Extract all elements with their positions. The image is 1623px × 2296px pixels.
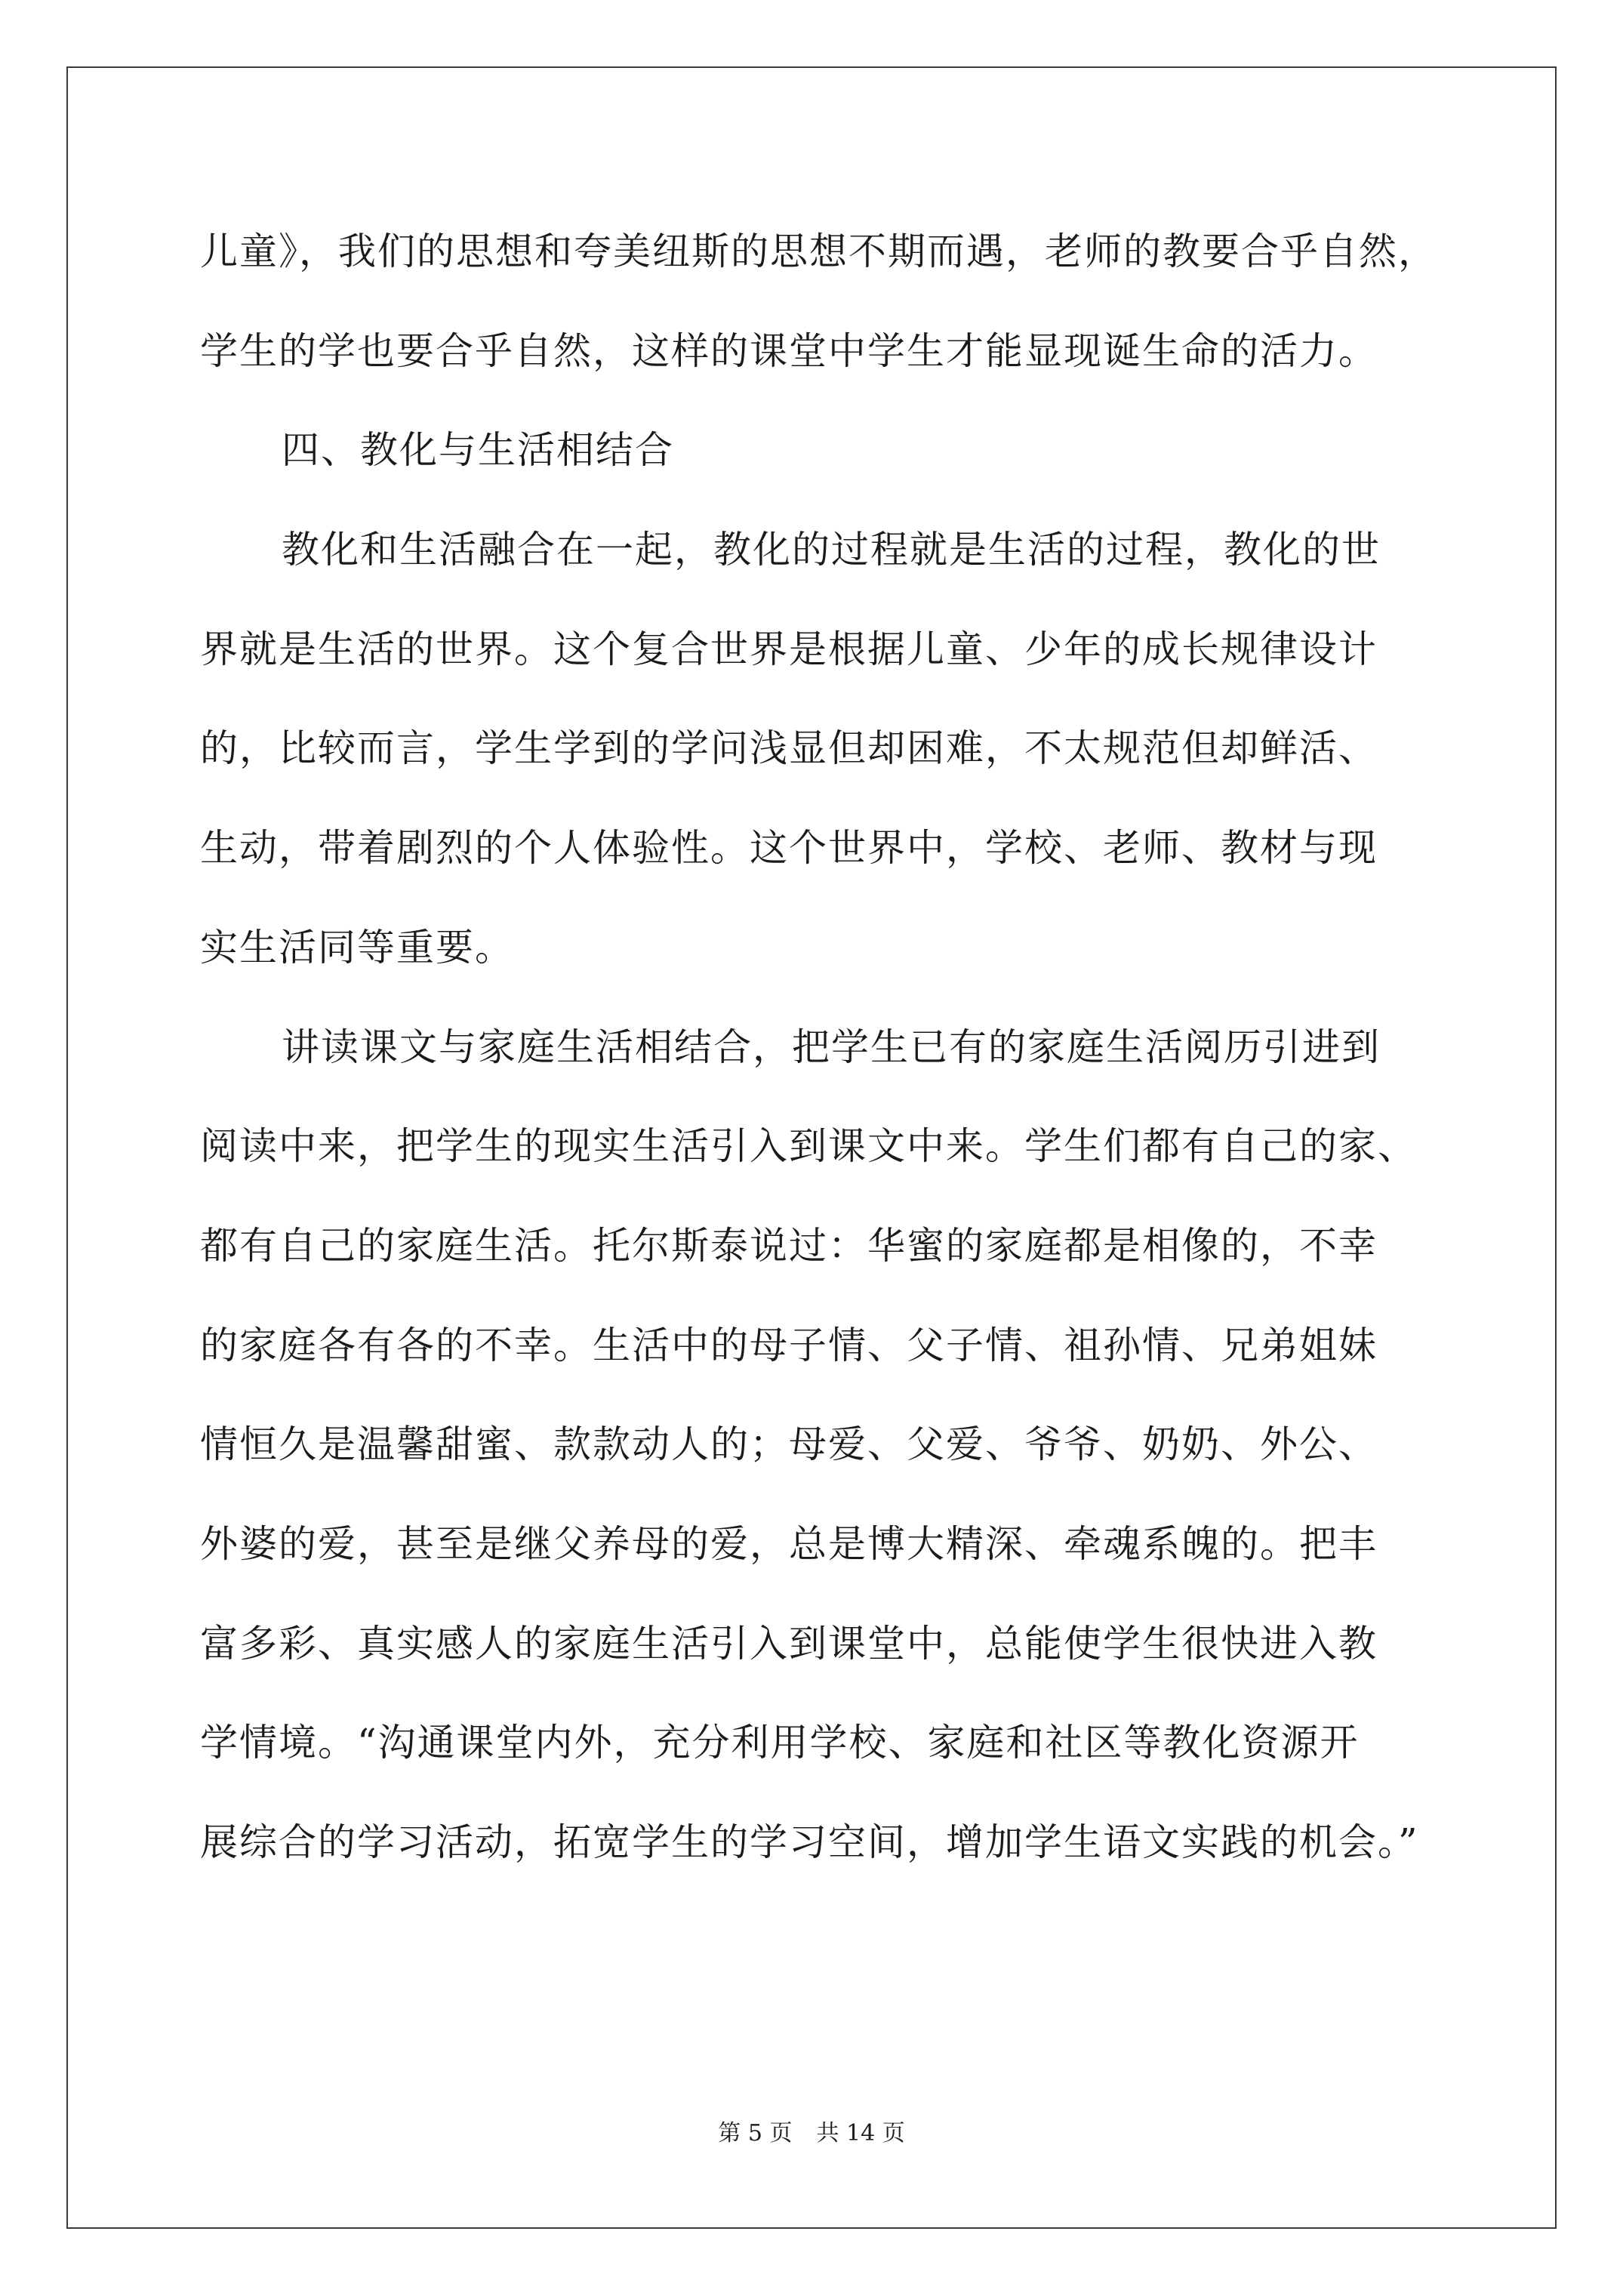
text-line: 都有自己的家庭生活。托尔斯泰说过：华蜜的家庭都是相像的，不幸 <box>200 1223 1378 1268</box>
document-body <box>200 202 1438 1893</box>
page-number: 第 5 页 <box>718 2120 793 2147</box>
text-line: 展综合的学习活动，拓宽学生的学习空间，增加学生语文实践的机会。” <box>200 1820 1419 1864</box>
text-line: 教化和生活融合在一起，教化的过程就是生活的过程，教化的世 <box>282 528 1381 572</box>
text-line: 阅读中来，把学生的现实生活引入到课文中来。学生们都有自己的家、 <box>200 1124 1417 1169</box>
text-line: 实生活同等重要。 <box>200 925 514 969</box>
text-line: 儿童》，我们的思想和夸美纽斯的思想不期而遇，老师的教要合乎自然， <box>200 230 1437 273</box>
page-footer <box>0 2119 1623 2149</box>
text-line: 的，比较而言，学生学到的学问浅显但却困难，不太规范但却鲜活、 <box>200 726 1378 771</box>
text-line: 生动，带着剧烈的个人体验性。这个世界中，学校、老师、教材与现 <box>200 826 1378 871</box>
text-line: 外婆的爱，甚至是继父养母的爱，总是博大精深、牵魂系魄的。把丰 <box>200 1521 1378 1566</box>
text-line: 的家庭各有各的不幸。生活中的母子情、父子情、祖孙情、兄弟姐妹 <box>200 1323 1378 1367</box>
text-line: 情恒久是温馨甜蜜、款款动人的；母爱、父爱、爷爷、奶奶、外公、 <box>200 1422 1378 1467</box>
page-total: 共 14 页 <box>816 2120 905 2147</box>
text-line: 学情境。“沟通课堂内外，充分利用学校、家庭和社区等教化资源开 <box>200 1721 1360 1765</box>
text-line: 讲读课文与家庭生活相结合，把学生已有的家庭生活阅历引进到 <box>282 1025 1381 1069</box>
text-line: 界就是生活的世界。这个复合世界是根据儿童、少年的成长规律设计 <box>200 627 1378 671</box>
text-line: 富多彩、真实感人的家庭生活引入到课堂中，总能使学生很快进入教 <box>200 1621 1378 1666</box>
section-heading: 四、教化与生活相结合 <box>282 428 674 473</box>
text-line: 学生的学也要合乎自然，这样的课堂中学生才能显现诞生命的活力。 <box>200 328 1378 373</box>
